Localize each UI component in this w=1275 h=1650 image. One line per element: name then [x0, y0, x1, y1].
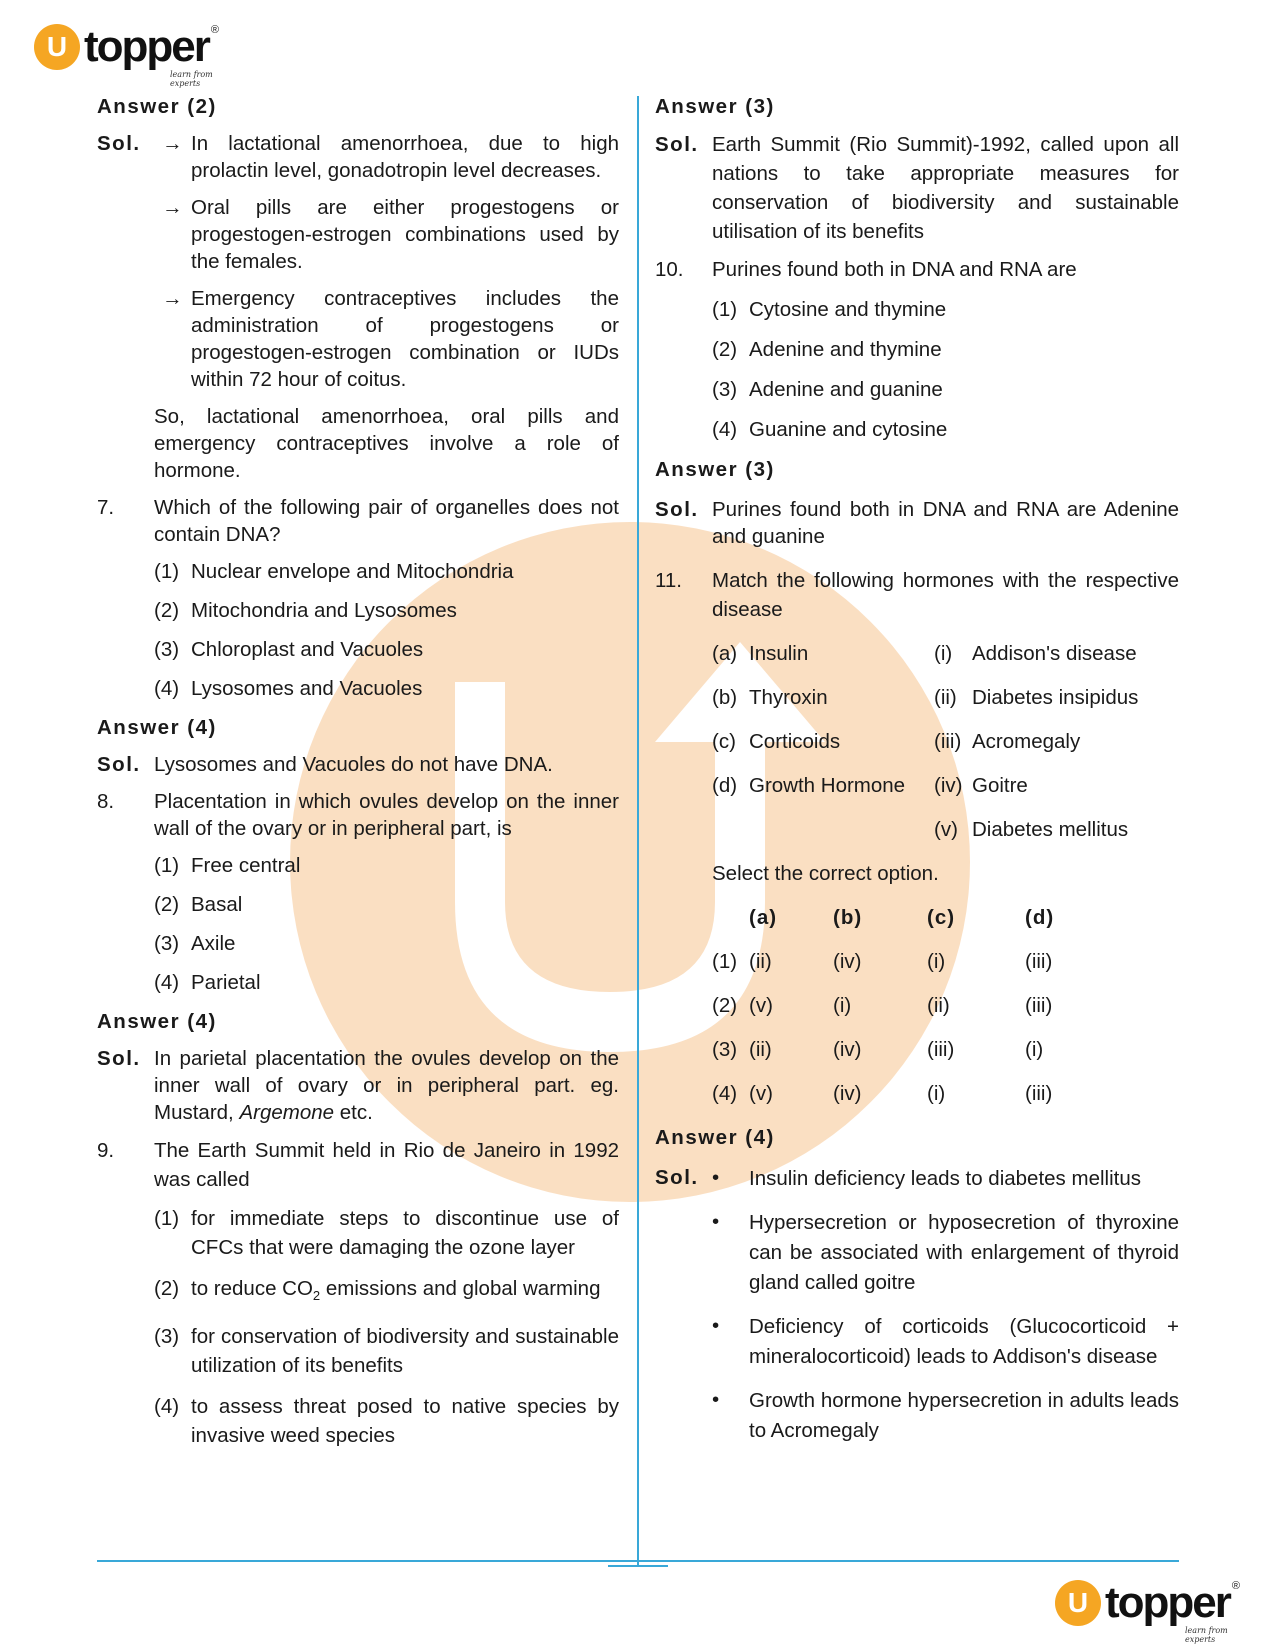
- q11-option-header: [712, 904, 1179, 931]
- option-cell: (iv): [833, 950, 862, 973]
- bullet-text: Growth hormone hypersecretion in adults leads to Acromegaly: [749, 1389, 1179, 1442]
- column-header: (d): [1025, 906, 1055, 929]
- option-number: (4): [154, 971, 180, 994]
- q7-question: [97, 494, 619, 548]
- footer-rule-tick: [608, 1565, 668, 1567]
- topper-logo-header: [34, 22, 219, 88]
- option-cell: (i): [833, 994, 852, 1017]
- option-cell: (v): [749, 1082, 773, 1105]
- sol-point-text: Emergency contraceptives includes the administration of progestogens or progestogen-estrogen combination or IUDs within 72 hour of coitus.: [191, 287, 619, 391]
- column-header: (c): [927, 906, 956, 929]
- arrow-icon: →: [162, 287, 183, 310]
- option-text: Mitochondria and Lysosomes: [191, 599, 457, 622]
- brand-tagline: learn from experts: [1185, 1626, 1228, 1644]
- solution-text: [154, 1045, 619, 1126]
- right-column: [655, 93, 1179, 1460]
- question-number: 11.: [655, 569, 682, 592]
- match-hormone: Thyroxin: [749, 686, 828, 709]
- match-disease: Goitre: [972, 774, 1028, 797]
- option-cell: (iii): [927, 1038, 955, 1061]
- q11-match-row: [712, 772, 1179, 799]
- option-text: Nuclear envelope and Mitochondria: [191, 560, 514, 583]
- option-number: (1): [712, 298, 738, 321]
- question-text: Placentation in which ovules develop on the inner wall of the ovary or in peripheral part, is: [154, 790, 619, 840]
- option-cell: (ii): [749, 950, 772, 973]
- sol-label: Sol.: [655, 133, 699, 156]
- option-number: (3): [712, 378, 738, 401]
- q6-summary: [154, 403, 619, 484]
- q10-option: [712, 416, 1179, 443]
- option-number: (1): [154, 854, 180, 877]
- option-cell: (iv): [833, 1082, 862, 1105]
- option-cell: (iii): [1025, 994, 1053, 1017]
- q9-solution: [655, 130, 1179, 246]
- option-text: Axile: [191, 932, 236, 955]
- match-right-label: (iii): [934, 730, 962, 753]
- sol-label: Sol.: [655, 1166, 699, 1189]
- q11-question: [655, 566, 1179, 624]
- option-cell: (iii): [1025, 1082, 1053, 1105]
- option-cell: (i): [927, 1082, 946, 1105]
- option-number: (1): [712, 950, 738, 973]
- option-number: (3): [154, 638, 180, 661]
- column-header: (b): [833, 906, 863, 929]
- q9-question: [97, 1136, 619, 1194]
- q11-sol-bullet-3: [712, 1312, 1179, 1372]
- option-text: Chloroplast and Vacuoles: [191, 638, 424, 661]
- bullet-icon: •: [712, 1314, 720, 1337]
- q10-option: [712, 296, 1179, 323]
- sol-label: Sol.: [97, 132, 141, 155]
- arrow-icon: →: [162, 132, 183, 155]
- subscript: 2: [312, 1288, 321, 1303]
- q7-option: [154, 636, 619, 663]
- sol-label: Sol.: [97, 1047, 141, 1070]
- option-number: (2): [154, 599, 180, 622]
- bullet-text: Deficiency of corticoids (Glucocorticoid + mineralocorticoid) leads to Addison's disease: [749, 1315, 1179, 1368]
- q11-option-row: [712, 992, 1179, 1019]
- solution-text-part: In parietal placentation the ovules develop on the inner wall of ovary or in peripheral part. eg. Mustard,: [154, 1047, 619, 1124]
- q11-option-row: [712, 1080, 1179, 1107]
- q8-option: [154, 891, 619, 918]
- q7-answer: Answer (4): [97, 716, 217, 739]
- arrow-icon: →: [162, 196, 183, 219]
- option-text: Basal: [191, 893, 243, 916]
- option-text-part: emissions and global warming: [325, 1277, 601, 1300]
- match-disease: Acromegaly: [972, 730, 1081, 753]
- option-text: Free central: [191, 854, 301, 877]
- option-cell: (v): [749, 994, 773, 1017]
- q10-option: [712, 336, 1179, 363]
- option-text: Guanine and cytosine: [749, 418, 948, 441]
- match-left-label: [712, 816, 749, 843]
- q11-sol-bullet-2: [712, 1208, 1179, 1298]
- option-number: (4): [712, 1082, 738, 1105]
- brand-name: topper: [84, 22, 209, 71]
- q11-option-row: [712, 948, 1179, 975]
- q8-option: [154, 969, 619, 996]
- match-disease: Diabetes insipidus: [972, 686, 1139, 709]
- match-hormone: Growth Hormone: [749, 774, 906, 797]
- q10-option: [712, 376, 1179, 403]
- q10-answer: Answer (3): [655, 458, 775, 481]
- sol-label: Sol.: [97, 753, 141, 776]
- option-cell: (ii): [927, 994, 950, 1017]
- match-left-label: (c): [712, 730, 736, 753]
- sol-label: Sol.: [655, 498, 699, 521]
- q11-answer: Answer (4): [655, 1126, 775, 1149]
- match-right-label: (ii): [934, 686, 957, 709]
- bullet-icon: •: [712, 1388, 720, 1411]
- option-number: (4): [712, 418, 738, 441]
- registered-mark: ®: [1231, 1580, 1240, 1592]
- solution-text: Purines found both in DNA and RNA are Adenine and guanine: [712, 498, 1179, 548]
- q11-select-instruction: Select the correct option.: [712, 862, 939, 885]
- option-cell: (iv): [833, 1038, 862, 1061]
- q9-option: [154, 1274, 619, 1310]
- option-number: (3): [154, 1325, 180, 1348]
- option-number: (2): [154, 893, 180, 916]
- option-text: for immediate steps to discontinue use of CFCs that were damaging the ozone layer: [191, 1207, 619, 1259]
- footer-rule: [97, 1560, 1179, 1562]
- sol-point-text: Oral pills are either progestogens or progestogen-estrogen combinations used by the females.: [191, 196, 619, 273]
- registered-mark: ®: [210, 24, 219, 36]
- q11-sol-bullet-4: [712, 1386, 1179, 1446]
- bullet-text: Hypersecretion or hyposecretion of thyroxine can be associated with enlargement of thyroid gland called goitre: [749, 1211, 1179, 1294]
- column-header: (a): [749, 906, 778, 929]
- option-text: [191, 1274, 619, 1310]
- q6-sol-point-3: [154, 285, 619, 393]
- option-number: (4): [154, 1395, 180, 1418]
- question-text: Purines found both in DNA and RNA are: [712, 258, 1077, 281]
- q7-option: [154, 675, 619, 702]
- option-text: for conservation of biodiversity and sustainable utilization of its benefits: [191, 1325, 619, 1377]
- option-number: (1): [154, 1207, 180, 1230]
- q6-sol-point-2: [154, 194, 619, 275]
- q9-option: [154, 1392, 619, 1450]
- solution-text: Earth Summit (Rio Summit)-1992, called upon all nations to take appropriate measures for conservation of biodiversity and sustainable utilisation of its benefits: [712, 133, 1179, 243]
- question-number: 7.: [97, 496, 115, 519]
- column-divider: [637, 96, 639, 1566]
- q8-option: [154, 930, 619, 957]
- option-number: (2): [712, 994, 738, 1017]
- bullet-icon: •: [712, 1210, 720, 1233]
- bullet-text: Insulin deficiency leads to diabetes mellitus: [749, 1167, 1141, 1190]
- left-column: [97, 93, 619, 1462]
- option-number: (2): [712, 338, 738, 361]
- q8-option: [154, 852, 619, 879]
- q11-match-row: [712, 728, 1179, 755]
- option-text: Parietal: [191, 971, 261, 994]
- question-text: Match the following hormones with the respective disease: [712, 569, 1179, 621]
- q11-match-row: [712, 684, 1179, 711]
- q7-option: [154, 597, 619, 624]
- option-number: (2): [154, 1277, 180, 1300]
- q10-solution: [655, 496, 1179, 550]
- match-left-label: (d): [712, 774, 738, 797]
- species-name: Argemone: [239, 1101, 335, 1124]
- option-number: (4): [154, 677, 180, 700]
- match-hormone: [749, 816, 934, 843]
- option-text: Adenine and guanine: [749, 378, 943, 401]
- option-number: (3): [154, 932, 180, 955]
- q8-question: [97, 788, 619, 842]
- q6-sol-point-1: [97, 130, 619, 184]
- q7-option: [154, 558, 619, 585]
- match-disease: Addison's disease: [972, 642, 1137, 665]
- match-left-label: (b): [712, 686, 738, 709]
- question-text: Which of the following pair of organelles does not contain DNA?: [154, 496, 619, 546]
- match-hormone: Insulin: [749, 642, 809, 665]
- solution-text-part: etc.: [339, 1101, 373, 1124]
- q9-answer: Answer (3): [655, 95, 775, 118]
- q11-match-row: [712, 640, 1179, 667]
- q9-option: [154, 1322, 619, 1380]
- question-number: 8.: [97, 790, 115, 813]
- option-text: Adenine and thymine: [749, 338, 942, 361]
- brand-name: topper: [1105, 1578, 1230, 1627]
- sol-point-text: In lactational amenorrhoea, due to high prolactin level, gonadotropin level decreases.: [191, 132, 619, 182]
- q11-option-row: [712, 1036, 1179, 1063]
- q11-match-row: [712, 816, 1179, 843]
- topper-u-icon: U: [1055, 1580, 1101, 1626]
- match-left-label: (a): [712, 642, 738, 665]
- option-number: (1): [154, 560, 180, 583]
- q9-option: [154, 1204, 619, 1262]
- q11-sol-bullet-1: [655, 1164, 1179, 1194]
- option-cell: (i): [1025, 1038, 1044, 1061]
- option-cell: (iii): [1025, 950, 1053, 973]
- option-text: to assess threat posed to native species by invasive weed species: [191, 1395, 619, 1447]
- match-right-label: (iv): [934, 774, 963, 797]
- option-cell: (i): [927, 950, 946, 973]
- topper-logo-footer: [1055, 1578, 1240, 1644]
- question-number: 10.: [655, 258, 684, 281]
- summary-text: So, lactational amenorrhoea, oral pills and emergency contraceptives involve a role of hormone.: [154, 405, 619, 482]
- option-text: Cytosine and thymine: [749, 298, 947, 321]
- q8-solution: [97, 1045, 619, 1126]
- match-right-label: (i): [934, 642, 953, 665]
- option-cell: (ii): [749, 1038, 772, 1061]
- q10-question: [655, 256, 1179, 283]
- option-number: (3): [712, 1038, 738, 1061]
- bullet-icon: •: [712, 1166, 720, 1189]
- topper-u-icon: U: [34, 24, 80, 70]
- q8-answer: Answer (4): [97, 1010, 217, 1033]
- match-right-label: (v): [934, 818, 958, 841]
- question-text: The Earth Summit held in Rio de Janeiro in 1992 was called: [154, 1139, 619, 1191]
- option-text: Lysosomes and Vacuoles: [191, 677, 423, 700]
- match-disease: Diabetes mellitus: [972, 818, 1129, 841]
- brand-tagline: learn from experts: [170, 70, 213, 88]
- option-text-part: to reduce CO: [191, 1277, 313, 1300]
- q7-solution: [97, 751, 619, 778]
- question-number: 9.: [97, 1139, 115, 1162]
- q6-answer: Answer (2): [97, 95, 217, 118]
- solution-text: Lysosomes and Vacuoles do not have DNA.: [154, 753, 553, 776]
- match-hormone: Corticoids: [749, 730, 841, 753]
